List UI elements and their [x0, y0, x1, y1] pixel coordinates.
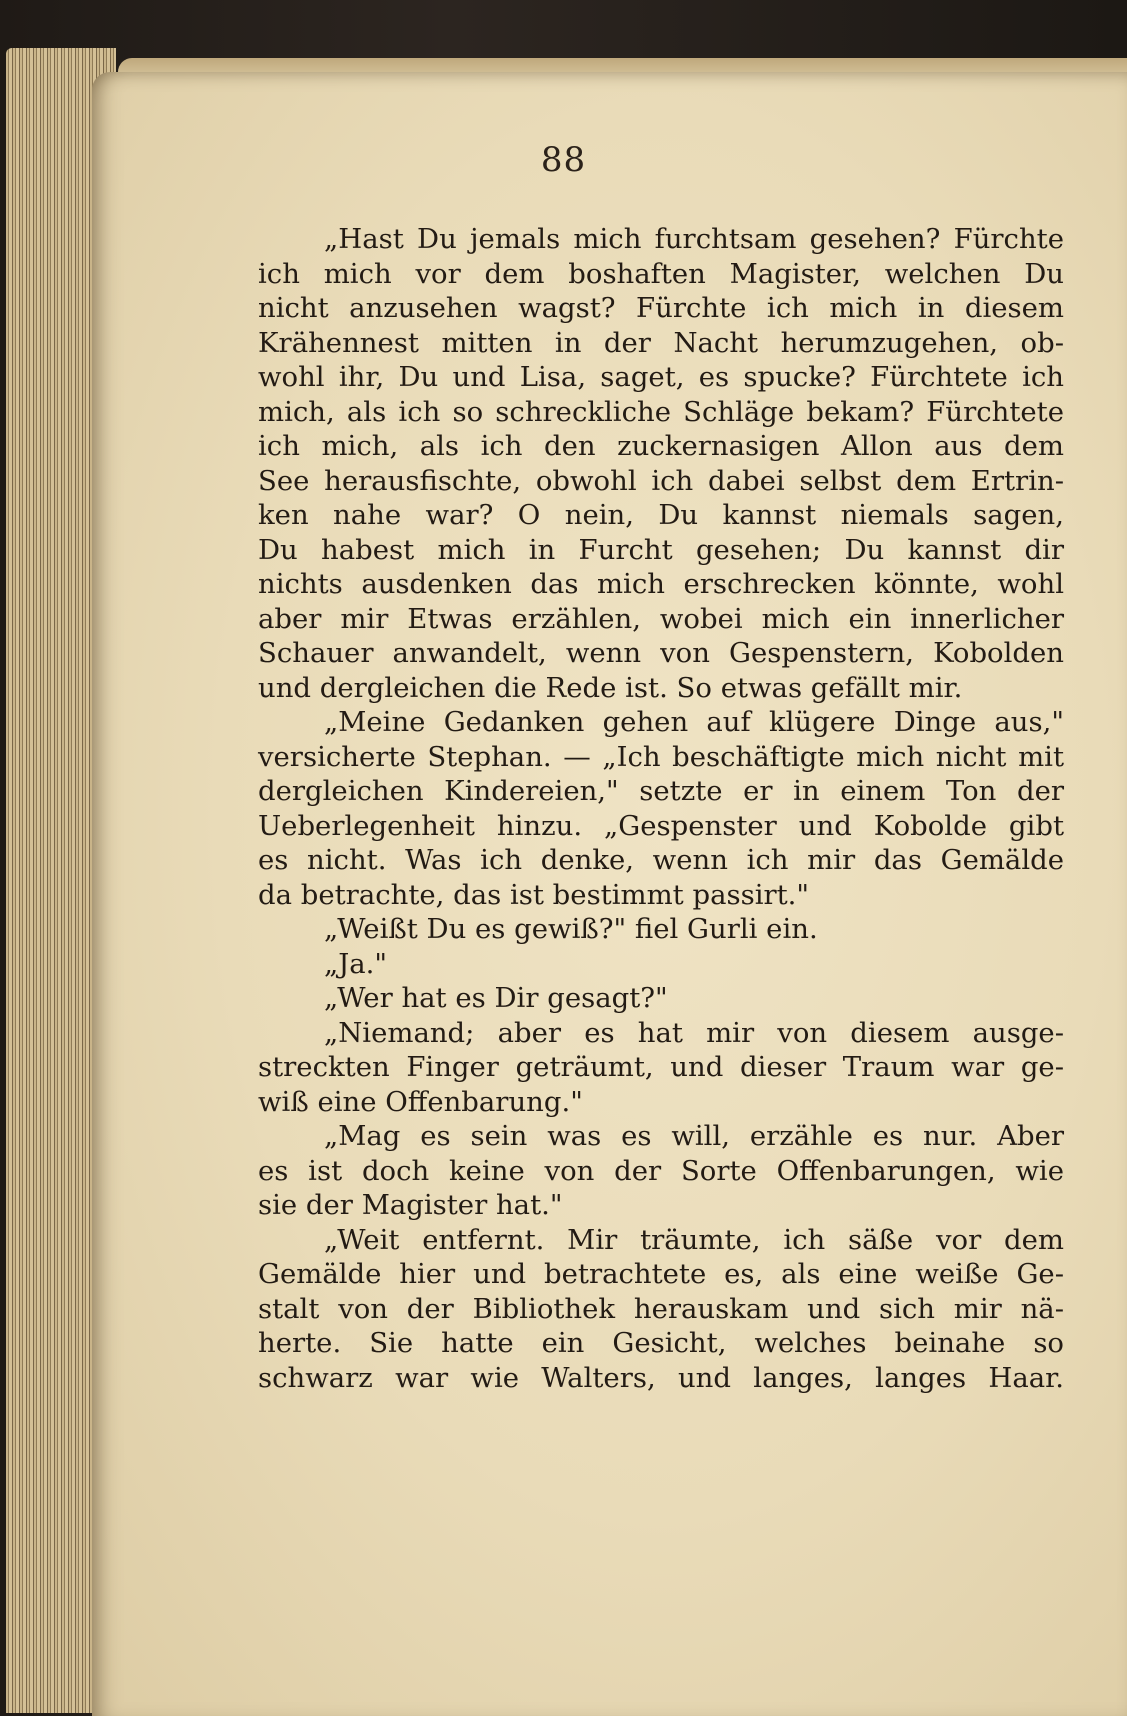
text-line: Gemälde hier und betrachtete es, als eine weiße Ge- [258, 1258, 1064, 1290]
text-line: „Weit entfernt. Mir träumte, ich säße vor dem [324, 1223, 1064, 1256]
text-line: sie der Magister hat." [258, 1189, 563, 1221]
text-line: „Mag es sein was es will, erzähle es nur. Aber [324, 1120, 1064, 1152]
text-line: nicht anzusehen wagst? Fürchte ich mich in diesem [258, 292, 1064, 324]
text-line: mich, als ich so schreckliche Schläge bekam? Fürchtete [258, 395, 1064, 428]
text-line: „Weißt Du es gewiß?" fiel Gurli ein. [324, 913, 818, 945]
text-line: aber mir Etwas erzählen, wobei mich ein innerlicher [258, 602, 1064, 635]
text-line: stalt von der Bibliothek herauskam und sich mir nä- [258, 1292, 1064, 1325]
text-line: und dergleichen die Rede ist. So etwas gefällt mir. [258, 671, 963, 704]
text-line: streckten Finger geträumt, und dieser Traum war ge- [258, 1051, 1064, 1083]
body-text [258, 222, 1064, 1395]
text-line: Krähennest mitten in der Nacht herumzugehen, ob- [258, 326, 1064, 359]
text-line: „Wer hat es Dir gesagt?" [324, 982, 668, 1014]
text-line: „Hast Du jemals mich furchtsam gesehen? Fürchte [324, 223, 1064, 255]
text-line: Ueberlegenheit hinzu. „Gespenster und Kobolde gibt [258, 809, 1064, 842]
text-line: es nicht. Was ich denke, wenn ich mir das Gemälde [258, 844, 1064, 876]
text-line: wiß eine Offenbarung." [258, 1085, 583, 1118]
text-line: wohl ihr, Du und Lisa, saget, es spucke? Fürchtete ich [258, 361, 1064, 393]
text-line: ich mich, als ich den zuckernasigen Allon aus dem [258, 430, 1064, 462]
text-line: nichts ausdenken das mich erschrecken könnte, wohl [258, 568, 1064, 600]
text-line: es ist doch keine von der Sorte Offenbarungen, wie [258, 1154, 1064, 1187]
text-line: See herausfischte, obwohl ich dabei selbst dem Ertrin- [258, 464, 1064, 497]
text-line: „Meine Gedanken gehen auf klügere Dinge aus," [324, 706, 1064, 738]
text-line: da betrachte, das ist bestimmt passirt." [258, 878, 810, 911]
text-line: Schauer anwandelt, wenn von Gespenstern, Kobolden [258, 637, 1064, 669]
page-number: 88 [540, 140, 587, 180]
text-line: dergleichen Kindereien," setzte er in einem Ton der [258, 775, 1064, 807]
text-line: „Ja." [324, 947, 388, 980]
text-line: „Niemand; aber es hat mir von diesem ausge- [324, 1016, 1064, 1049]
text-line: herte. Sie hatte ein Gesicht, welches beinahe so [258, 1327, 1064, 1359]
text-line: ich mich vor dem boshaften Magister, welchen Du [258, 257, 1064, 290]
text-line: Du habest mich in Furcht gesehen; Du kannst dir [258, 533, 1064, 566]
text-line: versicherte Stephan. — „Ich beschäftigte mich nicht mit [258, 740, 1064, 773]
text-line: ken nahe war? O nein, Du kannst niemals sagen, [258, 499, 1064, 531]
text-line: schwarz war wie Walters, und langes, langes Haar. [258, 1361, 1064, 1394]
